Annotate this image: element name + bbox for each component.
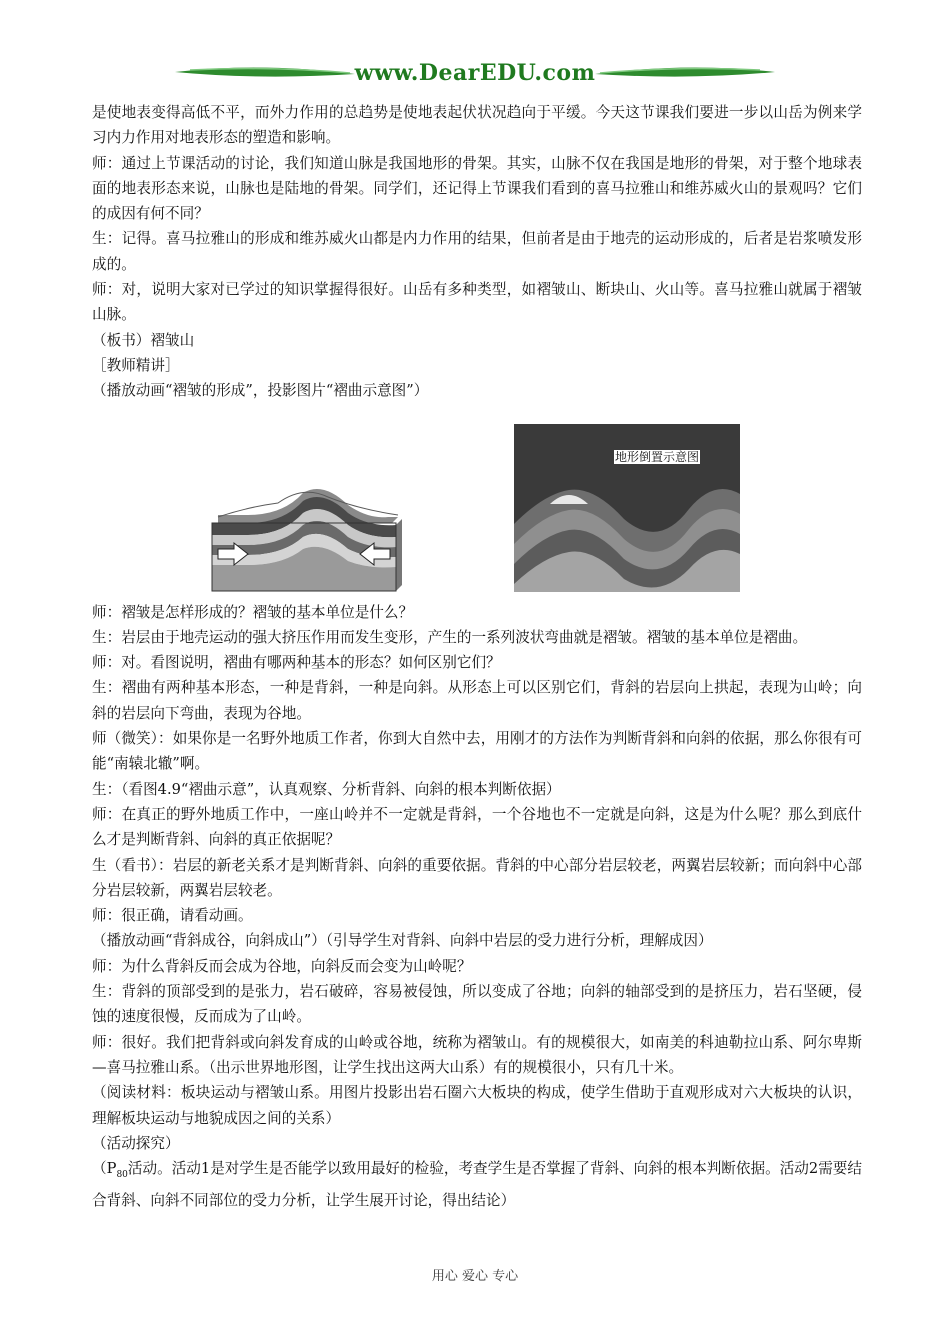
paragraph: 师：对，说明大家对已学过的知识掌握得很好。山岳有多种类型，如褶皱山、断块山、火山等。喜马拉雅山就属于褶皱山脉。 (92, 281, 862, 324)
paragraph: 生：记得。喜马拉雅山的形成和维苏威火山都是内力作用的结果，但前者是由于地壳的运动形成的，后者是岩浆喷发形成的。 (92, 230, 862, 273)
paragraph: 师：通过上节课活动的讨论，我们知道山脉是我国地形的骨架。其实，山脉不仅在我国是地形的骨架，对于整个地球表面的地表形态来说，山脉也是陆地的骨架。同学们，还记得上节课我们看到的喜马拉雅山和维苏威火山的景观吗？它们的成因有何不同？ (92, 154, 862, 223)
paragraph: 师：对。看图说明，褶曲有哪两种基本的形态？如何区别它们？ (92, 654, 501, 672)
paragraph: 师：在真正的野外地质工作中，一座山岭并不一定就是背斜，一个谷地也不一定就是向斜，这是为什么呢？那么到底什么才是判断背斜、向斜的真正依据呢？ (92, 805, 862, 849)
paragraph: 是使地表变得高低不平，而外力作用的总趋势是使地表起伏状况趋向于平缓。今天这节课我们要进一步以山岳为例来学习内力作用对地表形态的塑造和影响。 (92, 104, 862, 147)
paragraph: 师（微笑）：如果你是一名野外地质工作者，你到大自然中去，用刚才的方法作为判断背斜和向斜的依据，那么你很有可能“南辕北辙”啊。 (92, 730, 862, 773)
paragraph: 生：（看图4.9“褶曲示意”，认真观察、分析背斜、向斜的根本判断依据） (92, 780, 561, 798)
paragraph: （播放动画“褶皱的形成”，投影图片“褶曲示意图”） (92, 382, 429, 400)
paragraph-text: 活动。活动1是对学生是否能学以致用最好的检验，考查学生是否掌握了背斜、向斜的根本判断依据。活动2需要结合背斜、向斜不同部位的受力分析，让学生展开讨论，得出结论） (92, 1160, 863, 1210)
fold-formation-figure (208, 487, 402, 593)
paragraph: 师：为什么背斜反而会成为谷地，向斜反而会变为山岭呢？ (92, 957, 472, 975)
paragraph: 生：背斜的顶部受到的是张力，岩石破碎，容易被侵蚀，所以变成了谷地；向斜的轴部受到的是挤压力，岩石坚硬，侵蚀的速度很慢，反而成为了山岭。 (92, 983, 862, 1026)
site-header (170, 58, 780, 92)
paragraph: （播放动画“背斜成谷，向斜成山”）（引导学生对背斜、向斜中岩层的受力进行分析，理解成因） (92, 932, 713, 950)
figures-row (92, 404, 862, 600)
page-footer: 用心 爱心 专心 (431, 1269, 519, 1284)
figure-label: 地形倒置示意图 (615, 449, 700, 464)
paragraph: 师：很正确，请看动画。 (92, 907, 253, 925)
paragraph: 生：褶曲有两种基本形态，一种是背斜，一种是向斜。从形态上可以区别它们，背斜的岩层向上拱起，表现为山岭；向斜的岩层向下弯曲，表现为谷地。 (92, 679, 862, 722)
page-number: 80 (116, 1170, 128, 1180)
paragraph: （板书）褶皱山 (92, 331, 195, 349)
page-ref-prefix: （P (92, 1160, 117, 1178)
paragraph (92, 1156, 862, 1214)
paragraph: （阅读材料：板块运动与褶皱山系。用图片投影出岩石圈六大板块的构成，使学生借助于直观形成对六大板块的认识，理解板块运动与地貌成因之间的关系） (92, 1084, 862, 1127)
paragraph: ［教师精讲］ (92, 356, 180, 374)
paragraph: 师：褶皱是怎样形成的？褶皱的基本单位是什么？ (92, 603, 414, 621)
paragraph: 生（看书）：岩层的新老关系才是判断背斜、向斜的重要依据。背斜的中心部分岩层较老，两翼岩层较新；而向斜中心部分岩层较新，两翼岩层较老。 (92, 856, 862, 899)
paragraph: 生：岩层由于地壳运动的强大挤压作用而发生变形，产生的一系列波状弯曲就是褶皱。褶皱的基本单位是褶曲。 (92, 628, 808, 646)
terrain-inversion-figure (514, 424, 740, 592)
paragraph: 师：很好。我们把背斜或向斜发育成的山岭或谷地，统称为褶皱山。有的规模很大，如南美的科迪勒拉山系、阿尔卑斯—喜马拉雅山系。（出示世界地形图，让学生找出这两大山系）有的规模很小，只有几十米。 (92, 1033, 862, 1076)
document-body (92, 100, 862, 1214)
site-logo-text[interactable]: www.DearEDU.com (354, 60, 596, 86)
paragraph: （活动探究） (92, 1134, 180, 1152)
